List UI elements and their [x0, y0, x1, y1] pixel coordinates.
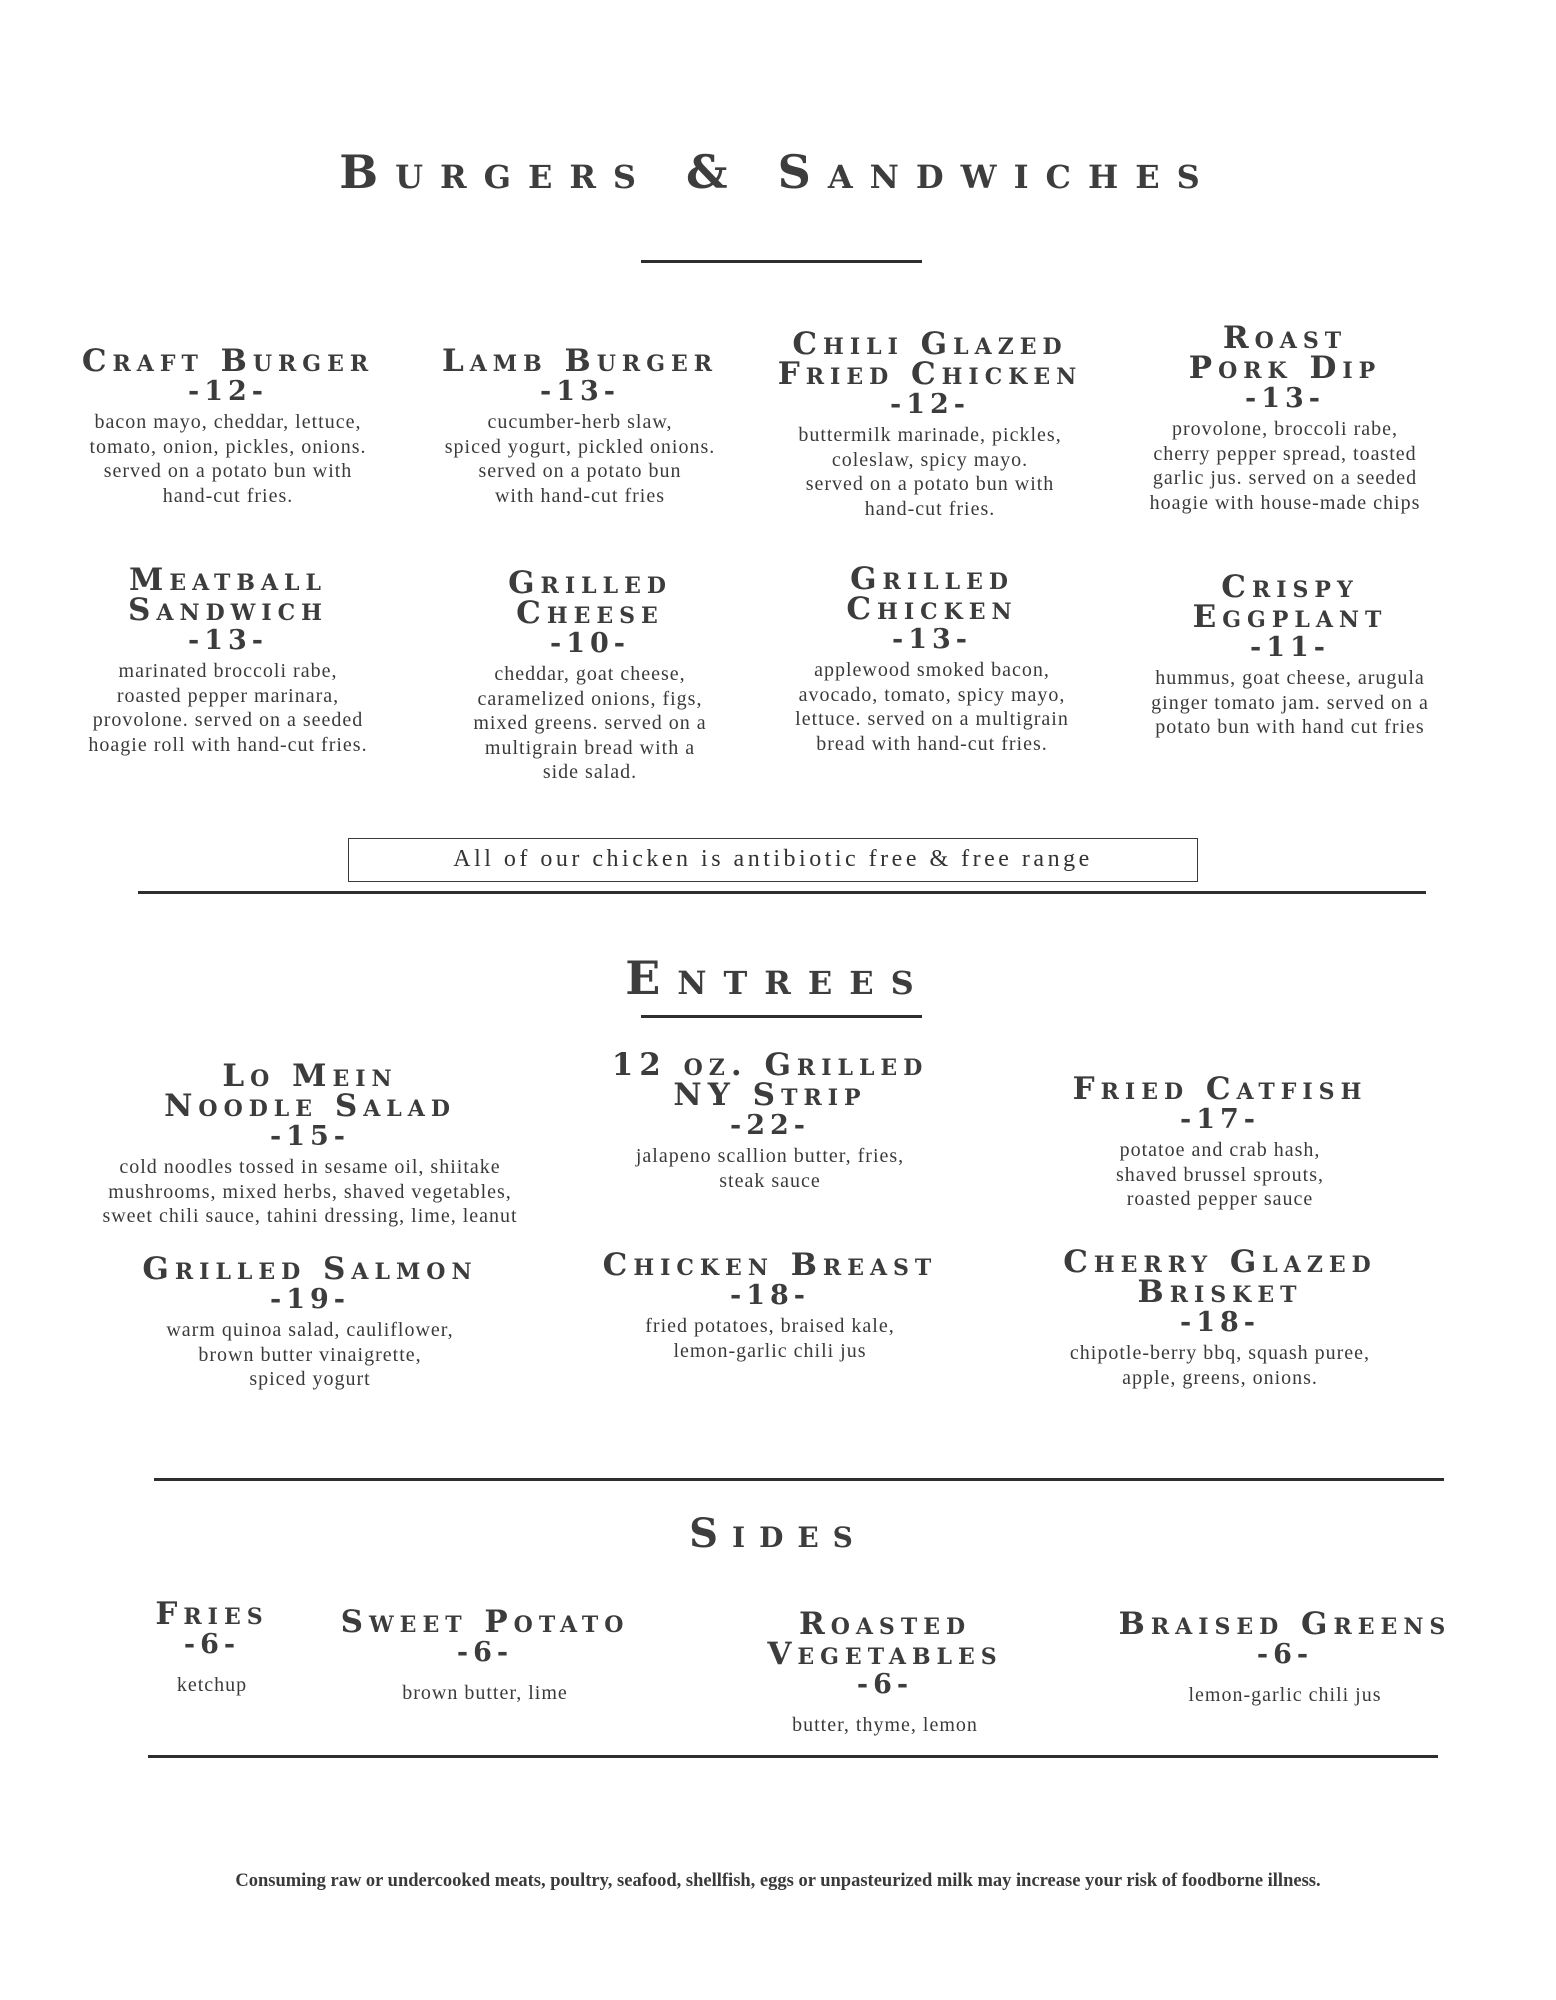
item-name: Lo Mein Noodle Salad: [164, 1058, 456, 1124]
menu-item: [1030, 1071, 1410, 1212]
item-price: -19-: [270, 1284, 350, 1315]
item-price: -6-: [1256, 1639, 1314, 1670]
item-price: -13-: [1245, 383, 1325, 414]
item-name: Craft Burger: [81, 343, 375, 379]
item-price: -6-: [183, 1629, 241, 1660]
item-description: hummus, goat cheese, arugula ginger tomato jam. served on a potato bun with hand cut fries: [1151, 667, 1429, 738]
menu-item: [410, 343, 750, 508]
item-price: -12-: [188, 376, 268, 407]
item-name: Grilled Cheese: [508, 565, 672, 631]
side-item: [340, 1604, 630, 1706]
item-price: -10-: [550, 628, 630, 659]
sides-section-title: Sides: [689, 1510, 867, 1557]
item-price: -18-: [1180, 1307, 1260, 1338]
item-name: Lamb Burger: [441, 343, 719, 379]
item-name: Fried Catfish: [1072, 1071, 1368, 1107]
item-price: -18-: [730, 1280, 810, 1311]
menu-item: [58, 562, 398, 757]
item-description: chipotle-berry bbq, squash puree, apple, greens, onions.: [1069, 1342, 1371, 1389]
menu-item: [420, 565, 760, 785]
item-description: brown butter, lime: [402, 1682, 568, 1704]
item-price: -17-: [1180, 1104, 1260, 1135]
item-name: Chili Glazed Fried Chicken: [777, 326, 1083, 392]
item-price: -13-: [892, 624, 972, 655]
item-description: lemon-garlic chili jus: [1188, 1684, 1382, 1706]
menu-item: [1030, 1244, 1410, 1390]
item-description: provolone, broccoli rabe, cherry pepper spread, toasted garlic jus. served on a seeded hoagie with house-made chips: [1149, 418, 1421, 514]
side-item: [1110, 1606, 1460, 1708]
item-description: buttermilk marinade, pickles, coleslaw, spicy mayo. served on a potato bun with hand-cut fries.: [798, 424, 1062, 520]
item-description: bacon mayo, cheddar, lettuce, tomato, onion, pickles, onions. served on a potato bun with hand-cut fries.: [89, 411, 367, 507]
item-name: Cherry Glazed Brisket: [1063, 1244, 1377, 1310]
item-name: Grilled Salmon: [142, 1251, 478, 1287]
item-name: Fries: [155, 1596, 269, 1632]
item-price: -6-: [856, 1669, 914, 1700]
item-name: Chicken Breast: [602, 1247, 938, 1283]
menu-item: [90, 1058, 530, 1229]
menu-item: [1110, 320, 1460, 515]
item-price: -15-: [270, 1121, 350, 1152]
chicken-notice: All of our chicken is antibiotic free & free range: [348, 838, 1198, 882]
side-item: [122, 1596, 302, 1698]
side-item: [680, 1606, 1090, 1738]
item-price: -12-: [890, 389, 970, 420]
item-name: Braised Greens: [1118, 1606, 1452, 1642]
menu-item: [120, 1251, 500, 1392]
item-name: 12 oz. Grilled NY Strip: [611, 1047, 929, 1113]
item-name: Meatball Sandwich: [128, 562, 328, 628]
item-name: Grilled Chicken: [846, 561, 1018, 627]
entrees-divider: [154, 1478, 1444, 1481]
menu-item: [1120, 569, 1460, 740]
item-description: cold noodles tossed in sesame oil, shiitake mushrooms, mixed herbs, shaved vegetables, sweet chili sauce, tahini dressing, lime, leanut: [102, 1156, 518, 1227]
item-name: Roasted Vegetables: [767, 1606, 1003, 1672]
item-description: warm quinoa salad, cauliflower, brown butter vinaigrette, spiced yogurt: [166, 1319, 454, 1390]
menu-item: [58, 343, 398, 508]
burgers-divider: [138, 891, 1426, 894]
sides-divider: [148, 1755, 1438, 1758]
item-name: Roast Pork Dip: [1188, 320, 1382, 386]
item-name: Crispy Eggplant: [1192, 569, 1388, 635]
item-description: applewood smoked bacon, avocado, tomato, spicy mayo, lettuce. served on a multigrain bread with hand-cut fries.: [795, 659, 1069, 755]
item-description: marinated broccoli rabe, roasted pepper marinara, provolone. served on a seeded hoagie roll with hand-cut fries.: [88, 660, 368, 756]
item-price: -22-: [730, 1110, 810, 1141]
food-safety-disclaimer: Consuming raw or undercooked meats, poultry, seafood, shellfish, eggs or unpasteurized milk may increase your risk of foodborne illness.: [235, 1871, 1321, 1891]
item-description: butter, thyme, lemon: [792, 1714, 978, 1736]
entrees-title-underline: [641, 1015, 922, 1018]
item-description: ketchup: [176, 1674, 248, 1696]
menu-item: [762, 561, 1102, 756]
item-price: -13-: [188, 625, 268, 656]
menu-item: [560, 1047, 980, 1193]
burgers-title-underline: [641, 260, 922, 263]
item-price: -6-: [456, 1637, 514, 1668]
burgers-section-title: Burgers & Sandwiches: [339, 145, 1217, 199]
item-description: cucumber-herb slaw, spiced yogurt, pickled onions. served on a potato bun with hand-cut fries: [444, 411, 716, 507]
item-description: fried potatoes, braised kale, lemon-garlic chili jus: [645, 1315, 895, 1362]
item-description: potatoe and crab hash, shaved brussel sprouts, roasted pepper sauce: [1116, 1139, 1324, 1210]
menu-item: [580, 1247, 960, 1363]
item-name: Sweet Potato: [340, 1604, 630, 1640]
item-description: jalapeno scallion butter, fries, steak sauce: [635, 1145, 905, 1192]
item-price: -13-: [540, 376, 620, 407]
entrees-section-title: Entrees: [625, 951, 931, 1005]
item-description: cheddar, goat cheese, caramelized onions, figs, mixed greens. served on a multigrain bread with a side salad.: [473, 663, 707, 783]
item-price: -11-: [1250, 632, 1330, 663]
menu-item: [760, 326, 1100, 521]
